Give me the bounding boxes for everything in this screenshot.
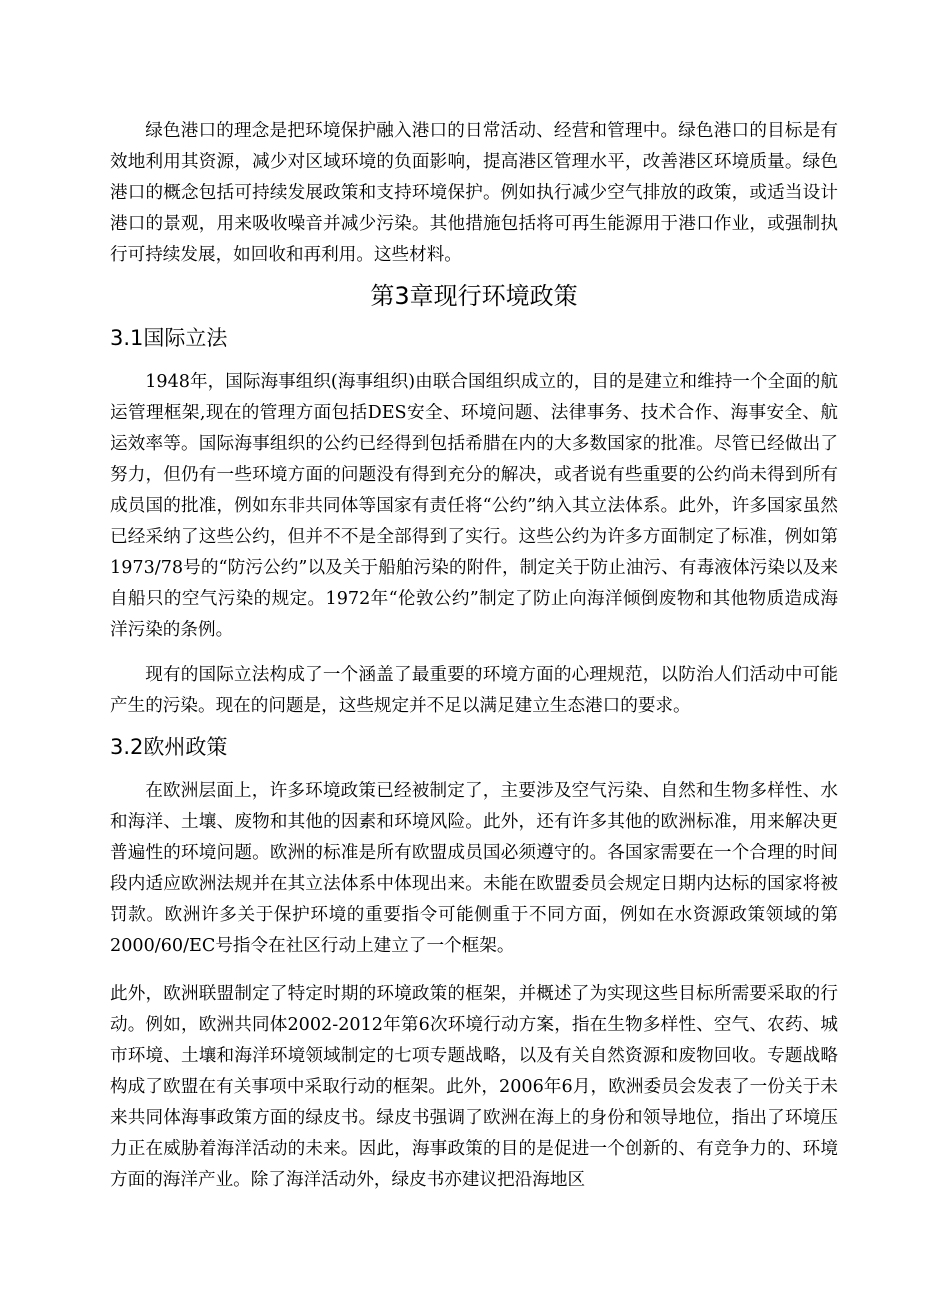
- section-heading-3-1: 3.1国际立法: [110, 326, 228, 350]
- section-heading-3-2: 3.2欧州政策: [110, 735, 228, 759]
- section-3-1-paragraph-2: 现有的国际立法构成了一个涵盖了最重要的环境方面的心理规范，以防治人们活动中可能产生的污染。现在的问题是，这些规定并不足以满足建立生态港口的要求。: [110, 665, 838, 716]
- chapter-title: 第3章现行环境政策: [370, 282, 578, 310]
- section-3-1-paragraph-1: 1948年，国际海事组织(海事组织)由联合国组织成立的，目的是建立和维持一个全面的航运管理框架,现在的管理方面包括DES安全、环境问题、法律事务、技术合作、海事安全、航运效率等。国际海事组织的公约已经得到包括希腊在内的大多数国家的批准。尽管已经做出了努力，但仍有一些环境方面的问题没有得到充分的解决，或者说有些重要的公约尚未得到所有成员国的批准，例如东非共同体等国家有责任将“公约”纳入其立法体系。此外，许多国家虽然已经采纳了这些公约，但并不不是全部得到了实行。这些公约为许多方面制定了标准，例如第1973/78号的“防污公约”以及关于船舶污染的附件，制定关于防止油污、有毒液体污染以及来自船只的空气污染的规定。1972年“伦敦公约”制定了防止向海洋倾倒废物和其他物质造成海洋污染的条例。: [110, 372, 838, 640]
- section-3-2-paragraph-2: 此外，欧洲联盟制定了特定时期的环境政策的框架，并概述了为实现这些目标所需要采取的行动。例如，欧洲共同体2002-2012年第6次环境行动方案，指在生物多样性、空气、农药、城市环境、土壤和海洋环境领域制定的七项专题战略，以及有关自然资源和废物回收。专题战略构成了欧盟在有关事项中采取行动的框架。此外，2006年6月，欧洲委员会发表了一份关于未来共同体海事政策方面的绿皮书。绿皮书强调了欧洲在海上的身份和领导地位，指出了环境压力正在威胁着海洋活动的未来。因此，海事政策的目的是促进一个创新的、有竞争力的、环境方面的海洋产业。除了海洋活动外，绿皮书亦建议把沿海地区: [110, 984, 838, 1190]
- intro-paragraph: 绿色港口的理念是把环境保护融入港口的日常活动、经营和管理中。绿色港口的目标是有效地利用其资源，减少对区域环境的负面影响，提高港区管理水平，改善港区环境质量。绿色港口的概念包括可持续发展政策和支持环境保护。例如执行减少空气排放的政策，或适当设计港口的景观，用来吸收噪音并减少污染。其他措施包括将可再生能源用于港口作业，或强制执行可持续发展，如回收和再利用。这些材料。: [110, 121, 838, 265]
- section-3-2-paragraph-1: 在欧洲层面上，许多环境政策已经被制定了，主要涉及空气污染、自然和生物多样性、水和海洋、土壤、废物和其他的因素和环境风险。此外，还有许多其他的欧洲标准，用来解决更普遍性的环境问题。欧洲的标准是所有欧盟成员国必须遵守的。各国家需要在一个合理的时间段内适应欧洲法规并在其立法体系中体现出来。未能在欧盟委员会规定日期内达标的国家将被罚款。欧洲许多关于保护环境的重要指令可能侧重于不同方面，例如在水资源政策领域的第2000/60/EC号指令在社区行动上建立了一个框架。: [110, 781, 838, 956]
